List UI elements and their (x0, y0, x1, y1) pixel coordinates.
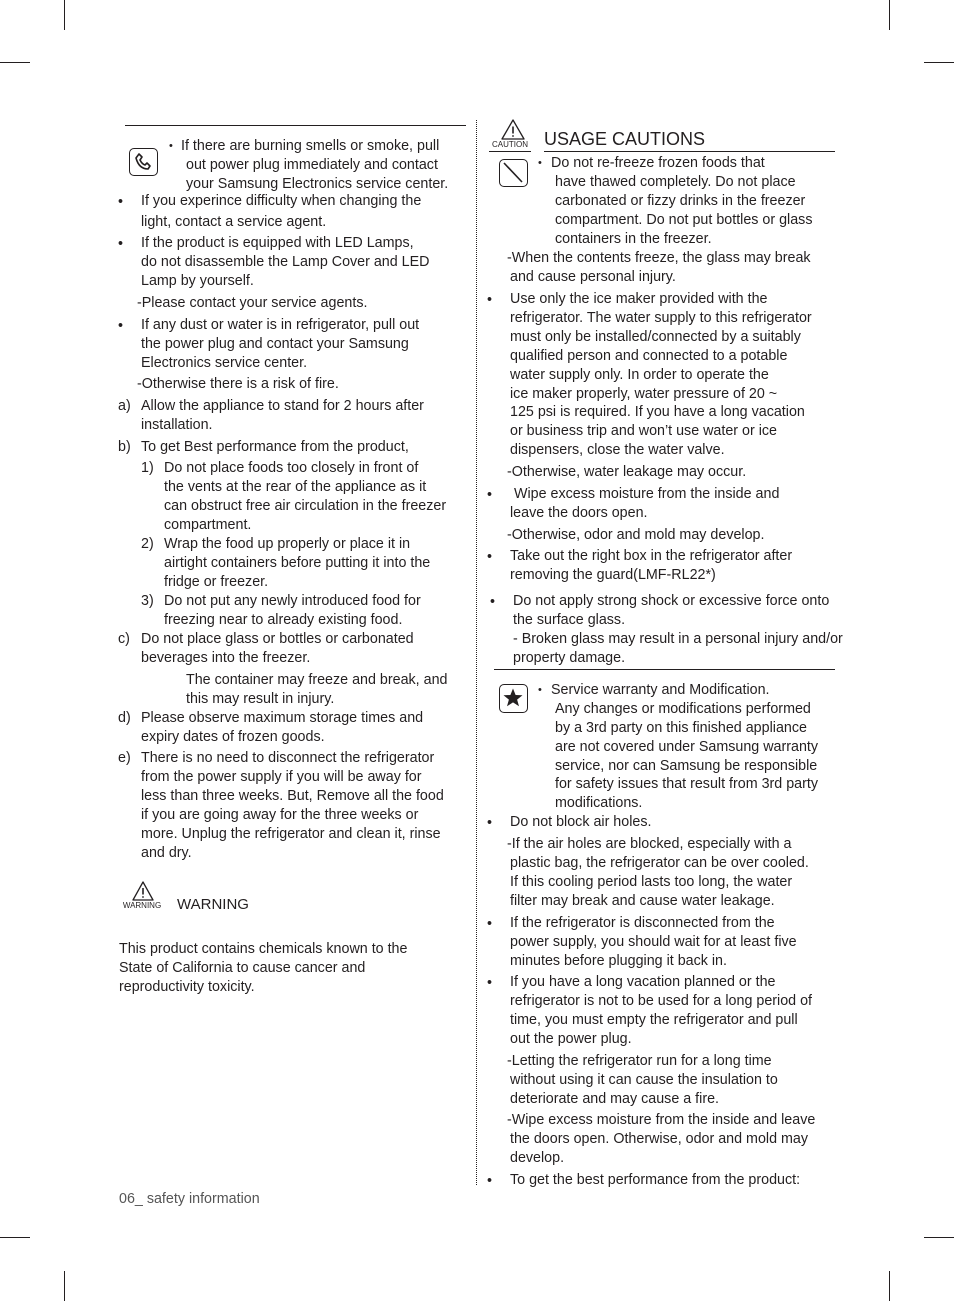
warning-text: State of California to cause cancer and (119, 960, 366, 976)
body-text: Do not place foods too closely in front of (164, 460, 419, 476)
body-text: develop. (510, 1150, 565, 1166)
warning-heading: WARNING (177, 896, 249, 913)
body-text: There is no need to disconnect the refrigerator (141, 750, 435, 766)
body-text: the vents at the rear of the appliance as it (164, 479, 427, 495)
body-text: without using it can cause the insulation to (510, 1072, 778, 1088)
list-marker: 2) (141, 536, 154, 552)
body-text: filter may break and cause water leakage. (510, 893, 775, 909)
body-text: the doors open. Otherwise, odor and mold may (510, 1131, 809, 1147)
body-text: 125 psi is required. If you have a long vacation (510, 404, 805, 420)
section-heading: USAGE CAUTIONS (544, 129, 706, 149)
bullet-marker: • (487, 292, 493, 308)
body-text: light, contact a service agent. (141, 214, 327, 230)
body-text: Wipe excess moisture from the inside and (514, 486, 780, 502)
body-text: minutes before plugging it back in. (510, 953, 727, 969)
note-text: are not covered under Samsung warranty (555, 739, 819, 755)
column-divider (476, 120, 477, 1185)
body-text: Take out the right box in the refrigerator after (510, 548, 793, 564)
body-text: Wrap the food up properly or place it in (164, 536, 411, 552)
body-text: Lamp by yourself. (141, 273, 254, 289)
crop-mark (889, 1271, 890, 1301)
list-marker: e) (118, 750, 131, 766)
body-text: deteriorate and may cause a fire. (510, 1091, 720, 1107)
bullet-marker: • (538, 157, 542, 169)
body-text: must only be installed/connected by a suitably (510, 329, 801, 345)
list-marker: 1) (141, 460, 154, 476)
bullet-marker: • (487, 487, 493, 503)
body-text: installation. (141, 417, 213, 433)
note-text: service, nor can Samsung be responsible (555, 758, 818, 774)
body-text: less than three weeks. But, Remove all the food (141, 788, 444, 804)
bullet-marker: • (487, 916, 493, 932)
body-text: from the power supply if you will be away for (141, 769, 422, 785)
list-marker: 3) (141, 593, 154, 609)
bullet-marker: • (169, 140, 173, 152)
body-text: ice maker properly, water pressure of 20 ~ (510, 386, 778, 402)
warning-text: reproductivity toxicity. (119, 979, 255, 995)
bullet-marker: • (487, 1173, 493, 1189)
crop-mark (64, 0, 65, 30)
body-text: and cause personal injury. (510, 269, 676, 285)
body-text: do not disassemble the Lamp Cover and LED (141, 254, 430, 270)
body-text: property damage. (513, 650, 626, 666)
caution-triangle-icon (489, 118, 531, 154)
body-text: Do not apply strong shock or excessive force onto (513, 593, 830, 609)
body-text: this may result in injury. (186, 691, 335, 707)
crop-mark (924, 62, 954, 63)
warning-triangle-icon (121, 880, 165, 912)
page-footer: 06_ safety information (119, 1191, 260, 1207)
body-text: plastic bag, the refrigerator can be over cooled. (510, 855, 809, 871)
body-text: and dry. (141, 845, 192, 861)
body-text: leave the doors open. (510, 505, 648, 521)
caution-text: compartment. Do not put bottles or glass (555, 212, 813, 228)
phone-warning-text: your Samsung Electronics service center. (186, 176, 449, 192)
body-text: airtight containers before putting it into the (164, 555, 431, 571)
left-top-rule (125, 125, 466, 126)
body-text: Do not block air holes. (510, 814, 652, 830)
list-marker: d) (118, 710, 131, 726)
caution-icon-label: CAUTION (492, 140, 528, 149)
body-text: dispensers, close the water valve. (510, 442, 725, 458)
phone-icon (129, 148, 158, 176)
warning-icon-label: WARNING (122, 901, 162, 910)
crop-mark (0, 62, 30, 63)
list-marker: c) (118, 631, 130, 647)
body-text: -Otherwise, water leakage may occur. (507, 464, 747, 480)
section-rule (494, 669, 835, 670)
caution-text: Do not re-freeze frozen foods that (551, 155, 765, 171)
body-text: refrigerator. The water supply to this refrigerator (510, 310, 812, 326)
body-text: out the power plug. (510, 1031, 632, 1047)
body-text: If the product is equipped with LED Lamps, (141, 235, 414, 251)
bullet-marker: • (487, 549, 493, 565)
body-text: -Letting the refrigerator run for a long time (507, 1053, 772, 1069)
warning-text: This product contains chemicals known to the (119, 941, 408, 957)
body-text: water supply only. In order to operate the (510, 367, 769, 383)
body-text: removing the guard(LMF-RL22*) (510, 567, 716, 583)
prohibit-icon (499, 159, 528, 187)
body-text: If any dust or water is in refrigerator, pull out (141, 317, 420, 333)
bullet-marker: • (118, 194, 124, 210)
body-text: Do not place glass or bottles or carbonated (141, 631, 414, 647)
body-text: power supply, you should wait for at least five (510, 934, 797, 950)
body-text: -If the air holes are blocked, especially with a (507, 836, 792, 852)
caution-text: containers in the freezer. (555, 231, 712, 247)
note-text: for safety issues that result from 3rd party (555, 776, 819, 792)
body-text: compartment. (164, 517, 252, 533)
caution-icon-underline (489, 151, 531, 152)
crop-mark (64, 1271, 65, 1301)
bullet-marker: • (118, 236, 124, 252)
body-text: If you experince difficulty when changing the (141, 193, 422, 209)
body-text: Electronics service center. (141, 355, 308, 371)
note-text: Any changes or modifications performed (555, 701, 811, 717)
body-text: - Broken glass may result in a personal injury and/or (513, 631, 843, 647)
star-icon (499, 684, 528, 713)
body-text: freezing near to already existing food. (164, 612, 403, 628)
body-text: fridge or freezer. (164, 574, 269, 590)
body-text: If you have a long vacation planned or the (510, 974, 776, 990)
note-text: by a 3rd party on this finished appliance (555, 720, 807, 736)
bullet-marker: • (487, 815, 493, 831)
body-text: can obstruct free air circulation in the freezer (164, 498, 447, 514)
body-text: -Otherwise, odor and mold may develop. (507, 527, 765, 543)
bullet-marker: • (487, 975, 493, 991)
body-text: Allow the appliance to stand for 2 hours after (141, 398, 424, 414)
body-text: qualified person and connected to a potable (510, 348, 788, 364)
bullet-marker: • (118, 318, 124, 334)
body-text: if you are going away for the three weeks or (141, 807, 419, 823)
list-marker: a) (118, 398, 131, 414)
body-text: expiry dates of frozen goods. (141, 729, 325, 745)
body-text: -Otherwise there is a risk of fire. (137, 376, 339, 392)
body-text: -Wipe excess moisture from the inside and leave (507, 1112, 816, 1128)
body-text: time, you must empty the refrigerator and pull (510, 1012, 798, 1028)
body-text: The container may freeze and break, and (186, 672, 448, 688)
body-text: Please observe maximum storage times and (141, 710, 424, 726)
body-text: To get the best performance from the product: (510, 1172, 801, 1188)
body-text: -When the contents freeze, the glass may break (507, 250, 811, 266)
body-text: refrigerator is not to be used for a long period of (510, 993, 813, 1009)
body-text: -Please contact your service agents. (137, 295, 368, 311)
crop-mark (924, 1237, 954, 1238)
caution-text: have thawed completely. Do not place (555, 174, 796, 190)
body-text: If the refrigerator is disconnected from the (510, 915, 775, 931)
bullet-marker: • (538, 684, 542, 696)
list-marker: b) (118, 439, 131, 455)
caution-text: carbonated or fizzy drinks in the freezer (555, 193, 806, 209)
phone-warning-text: out power plug immediately and contact (186, 157, 438, 173)
body-text: more. Unplug the refrigerator and clean it, rinse (141, 826, 441, 842)
note-text: Service warranty and Modification. (551, 682, 770, 698)
bullet-marker: • (490, 594, 496, 610)
crop-mark (0, 1237, 30, 1238)
body-text: the power plug and contact your Samsung (141, 336, 409, 352)
body-text: To get Best performance from the product, (141, 439, 409, 455)
crop-mark (889, 0, 890, 30)
phone-warning-text: If there are burning smells or smoke, pull (181, 138, 440, 154)
body-text: Use only the ice maker provided with the (510, 291, 768, 307)
heading-rule (544, 151, 835, 152)
body-text: Do not put any newly introduced food for (164, 593, 421, 609)
body-text: the surface glass. (513, 612, 626, 628)
note-text: modifications. (555, 795, 643, 811)
body-text: or business trip and won’t use water or ice (510, 423, 778, 439)
body-text: If this cooling period lasts too long, the water (510, 874, 793, 890)
body-text: beverages into the freezer. (141, 650, 311, 666)
